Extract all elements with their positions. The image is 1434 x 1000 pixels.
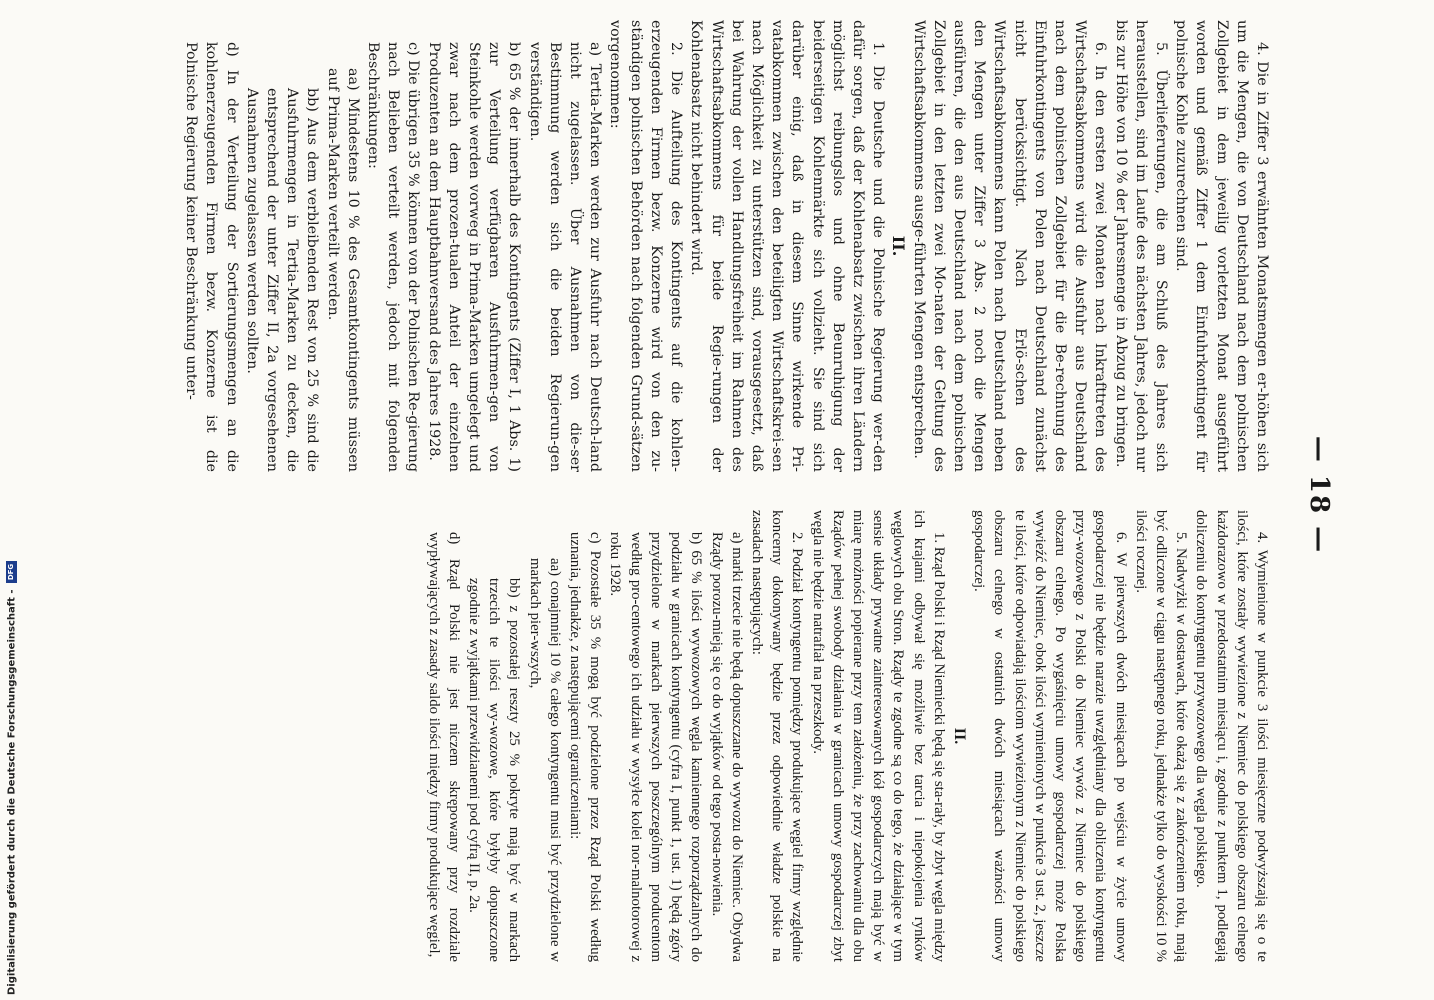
- polish-column: [152, 510, 1272, 962]
- polish-section2-paragraph-1: 1. Rząd Polski i Rząd Niemiecki będą się sta-rały, by zbyt węgla między ich krajami odbywał się możliwie bez tarcia i niepokojenia rynków węglowych obu Stron. Rządy te zgodne są co do tego, że działające w tym sensie układy prywatne zainteresowanych kół gospodarczych mają być w miarę możności popierane przy tem założeniu, że przy zachowaniu dla obu Rządów pełnej swobody działania w granicach umowy gospodarczej zbyt węgla nie będzie natrafiał na przeszkody.: [809, 510, 947, 962]
- german-paragraph-5: 5. Überlieferungen, die am Schluß des Jahres sich herausstellen, sind im Laufe des nächsten Jahres, jedoch nur bis zur Höhe von 10 % der Jahresmenge in Abzug zu bringen.: [1112, 20, 1169, 472]
- footer-text: Digitalisierung gefördert durch die Deutsche Forschungsgemeinschaft -: [6, 589, 18, 995]
- polish-paragraph-5: 5. Nadwyżki w dostawach, które okażą się z zakończeniem roku, mają być odliczone w ciągu następnego roku, jednakże tylko do wysokości 10 % ilości rocznej.: [1132, 510, 1190, 962]
- polish-paragraph-4: 4. Wymienione w punkcie 3 ilości miesięczne podwyższają się o te ilości, które zostały wywiezione z Niemiec do polskiego obszaru celnego każdorazowo w przedostatnim miesiącu i, zgodnie z punktem 1, podlegają doliczeniu do kontyngentu przywozowego dla węgla polskiego.: [1193, 510, 1270, 962]
- german-item-c: c) Die übrigen 35 % können von der Polnischen Re-gierung nach Belieben verteilt werden, jedoch mit folgenden Beschränkungen:: [365, 42, 422, 472]
- digitization-footer: [6, 561, 18, 995]
- german-item-b: b) 65 % der innerhalb des Kontingents (Ziffer I, 1 Abs. 1) zur Verteilung verfügbaren Ausfuhrmen-gen von Steinkohle werden vorweg in Prima-Marken umgelegt und zwar nach dem prozen-tualen Anteil der einzelnen Produzenten an dem Hauptbahnversand des Jahres 1928.: [425, 42, 523, 472]
- dfg-logo-icon: DFG: [6, 561, 17, 583]
- rotated-page-content: [139, 20, 1334, 970]
- polish-item-b: b) 65 % ilości wywozowych węgla kamiennego rozporządzalnych do podziału w granicach kontyngentu (cyfra I, punkt 1, ust. 1) będą zgóry przydzielone w markach pierwszych poszczególnym producentom według pro-centowego ich udziału w wysyłce kolei nor-malnotorowej z roku 1928.: [607, 532, 705, 962]
- german-subitem-aa: aa) Mindestens 10 % des Gesamtkontingents müssen auf Prima-Marken verteilt werden.: [324, 68, 361, 472]
- german-subitem-bb: bb) Aus dem verbleibenden Rest von 25 % sind die Ausfuhrmengen in Tertia-Marken zu decken, die entsprechend der unter Ziffer II, 2a vorgesehenen Ausnahmen zugelassen werden sollten.: [243, 88, 321, 472]
- german-column: [152, 20, 1272, 472]
- german-item-d: d) In der Verteilung der Sortierungsmengen an die kohlenerzeugenden Firmen bezw. Konzerne ist die Polnische Regierung keiner Beschränkung unter-: [183, 42, 240, 472]
- polish-paragraph-6: 6. W pierwszych dwóch miesiącach po wejściu w życie umowy gospodarczej nie będzie narazie uwzględniany dla obliczenia kontyngentu przy-wozowego z Polski do Niemiec wywóz z Niemiec do polskiego obszaru celnego. Po wygaśnięciu umowy gospodarczej może Polska wywieźć do Niemiec, obok ilości wymienionych w punkcie 3 ust. 2, jeszcze te ilości, które odpowiadają ilościom wywiezionym z Niemiec do polskiego obszaru celnego w ostatnich dwóch miesiącach ważności umowy gospodarczej.: [971, 510, 1129, 962]
- german-paragraph-4: 4. Die in Ziffer 3 erwähnten Monatsmengen er-höhen sich um die Mengen, die von Deutschland nach dem polnischen Zollgebiet in dem jeweilig vorletzten Monat ausgeführt worden und gemäß Ziffer 1 dem Einfuhrkontingent für polnische Kohle zuzurechnen sind.: [1173, 20, 1270, 472]
- german-section-heading: II.: [889, 235, 909, 257]
- german-section2-paragraph-1: 1. Die Deutsche und die Polnische Regierung wer-den dafür sorgen, daß der Kohlenabsatz zwischen ihren Ländern möglichst reibungslos und ohne Beunruhigung der beiderseitigen Kohlenmärkte sich vollzieht. Sie sind sich darüber einig, daß in diesem Sinne wirkende Pri-vatabkommen zwischen den beteiligten Wirtschaftskrei-sen nach Möglichkeit zu unterstützen sind, vorausgesetzt, daß bei Wahrung der vollen Handlungsfreiheit im Rahmen des Wirtschaftsabkommens für beide Regie-rungen der Kohlenabsatz nicht behindert wird.: [688, 20, 887, 472]
- polish-subitem-bb: bb) z pozostałej reszty 25 % pokryte mają być w markach trzecich te ilości wy-wozowe, które byłyby dopuszczone zgodnie z wyjątkami przewidzianemi pod cyfrą II, p. 2a.: [466, 578, 523, 962]
- german-section2-paragraph-2: 2. Die Aufteilung des Kontingents auf die kohlen-erzeugenden Firmen bezw. Konzerne wird von den zu-ständigen polnischen Behörden nach folgenden Grund-sätzen vorgenommen:: [607, 20, 685, 472]
- polish-section-heading: II.: [950, 727, 968, 745]
- polish-item-d: d) Rząd Polski nie jest niczem skrępowany przy rozdziale wypływających z zasady saldo ilości między firmy produkujące węgiel,: [425, 532, 462, 962]
- german-item-a: a) Tertia-Marken werden zur Ausfuhr nach Deutsch-land nicht zugelassen. Über Ausnahmen von die-ser Bestimmung werden sich die beiden Regierun-gen verständigen.: [526, 42, 604, 472]
- polish-item-a: a) marki trzecie nie będą dopuszczane do wywozu do Niemiec. Obydwa Rządy porozu-mieją się co do wyjątków od tego posta-nowienia.: [708, 532, 745, 962]
- polish-item-c: c) Pozostałe 35 % mogą być podzielone przez Rząd Polski według uznania, jednakże, z następującemi ograniczeniami:: [567, 532, 604, 962]
- polish-section2-paragraph-2: 2. Podział kontyngentu pomiędzy produkujące węgiel firmy względnie koncerny dokonywany będzie przez odpowiednie władze polskie na zasadach następujących:: [748, 510, 806, 962]
- polish-subitem-aa: aa) conajmniej 10 % całego kontyngentu musi być przydzielone w markach pier-wszych,: [526, 558, 563, 962]
- page-number: — 18 —: [1304, 435, 1334, 555]
- german-paragraph-6: 6. In den ersten zwei Monaten nach Inkrafttreten des Wirtschaftsabkommens wird die Ausfuhr aus Deutschland nach dem polnischen Zollgebiet für die Be-rechnung des Einfuhrkontingents von Polen nach Deutschland zunächst nicht berücksichtigt. Nach Erlö-schen des Wirtschaftsabkommens kann Polen nach Deutschland neben den Mengen unter Ziffer 3 Abs. 2 noch die Mengen ausführen, die den aus Deutschland nach dem polnischen Zollgebiet in den letzten zwei Mo-naten der Geltung des Wirtschaftsabkommens ausge-führten Mengen entsprechen.: [910, 20, 1109, 472]
